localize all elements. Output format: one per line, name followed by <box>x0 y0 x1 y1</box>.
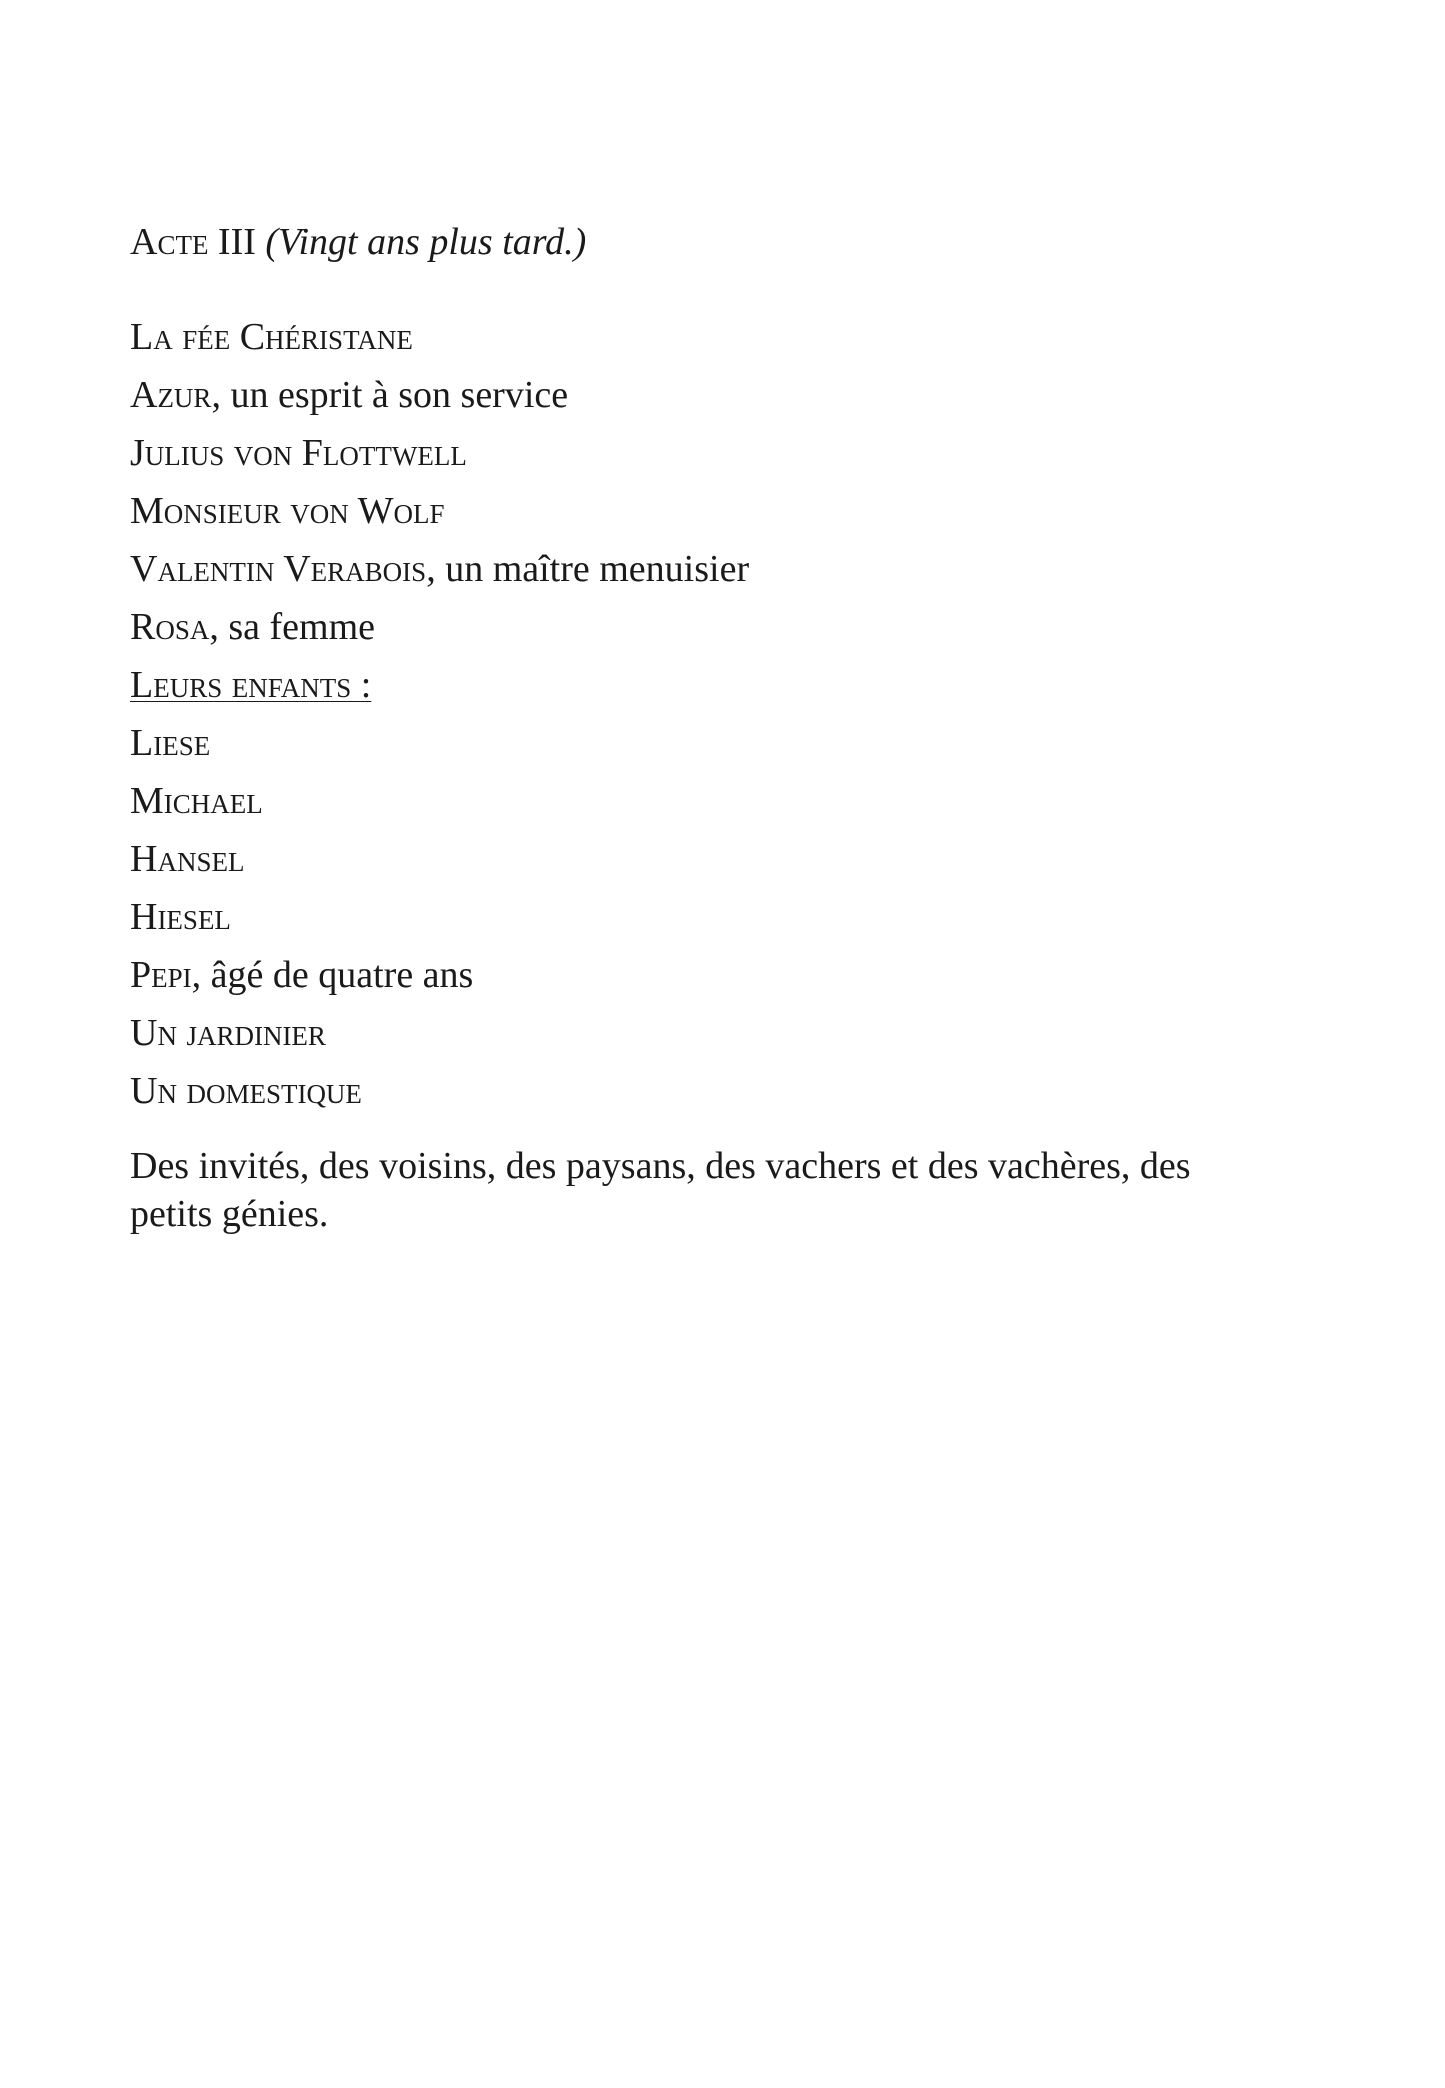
extras-paragraph: Des invités, des voisins, des paysans, des vachers et des vachères, des petits génies. <box>130 1145 1191 1235</box>
cast-item <box>130 1062 749 1120</box>
cast-item <box>130 308 749 366</box>
cast-item <box>130 888 749 946</box>
cast-item <box>130 772 749 830</box>
role-name: Monsieur von Wolf <box>130 490 445 532</box>
role-name: Un domestique <box>130 1070 362 1112</box>
role-description: , un esprit à son service <box>211 374 569 416</box>
cast-item <box>130 946 749 1004</box>
cast-item <box>130 830 749 888</box>
role-name: Rosa <box>130 606 210 648</box>
act-note: (Vingt ans plus tard.) <box>265 221 587 263</box>
role-name: Valentin Verabois <box>130 548 427 590</box>
act-label: Acte III <box>130 221 256 263</box>
role-description: , âgé de quatre ans <box>191 954 474 996</box>
group-heading-label: Leurs enfants : <box>130 664 372 706</box>
cast-item <box>130 482 749 540</box>
role-name: Hiesel <box>130 896 231 938</box>
role-name: Pepi <box>130 954 192 996</box>
cast-group-heading <box>130 656 749 714</box>
role-description: , sa femme <box>209 606 376 648</box>
role-name: Liese <box>130 722 211 764</box>
cast-item <box>130 598 749 656</box>
cast-item <box>130 540 749 598</box>
cast-item <box>130 714 749 772</box>
cast-item <box>130 424 749 482</box>
role-name: Hansel <box>130 838 245 880</box>
role-name: Michael <box>130 780 263 822</box>
role-name: La fée Chéristane <box>130 316 413 358</box>
cast-item <box>130 366 749 424</box>
act-heading <box>130 213 586 271</box>
role-description: , un maître menuisier <box>426 548 750 590</box>
cast-list <box>130 308 749 1120</box>
role-name: Julius von Flottwell <box>130 432 467 474</box>
cast-item <box>130 1004 749 1062</box>
role-name: Azur <box>130 374 212 416</box>
role-name: Un jardinier <box>130 1012 326 1054</box>
